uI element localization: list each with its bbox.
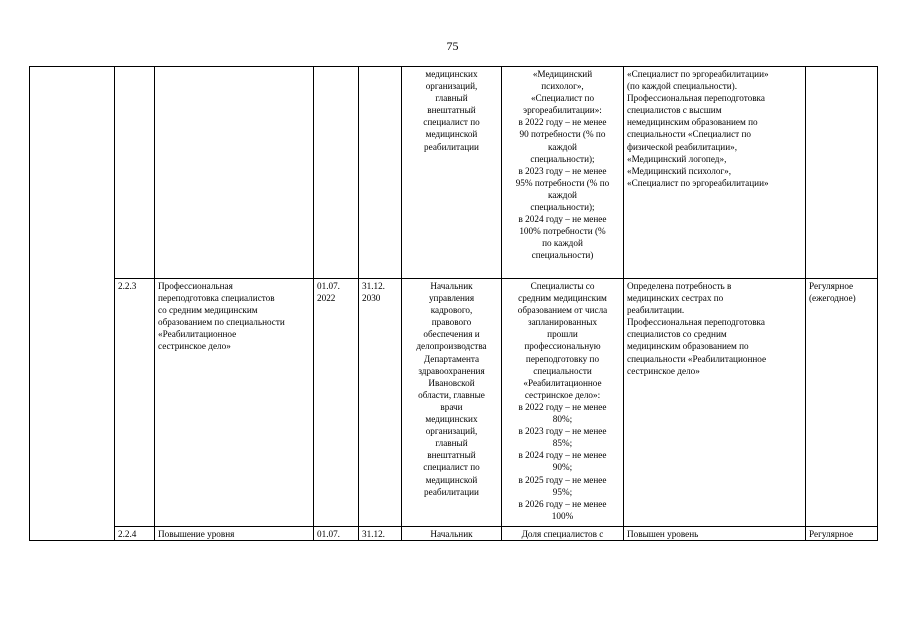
- frequency-cell: Регулярное (ежегодное): [806, 279, 878, 527]
- indicator-cell: «Медицинский психолог», «Специалист по эргореабилитации»: в 2022 году – не менее 90 потребности (% по каждой специальности); в 2023 году – не менее 95% потребности (% по каждой специальности); в 2024 году – не менее 100% потребности (% по каждой специальности): [502, 67, 624, 279]
- frequency-cell: Регулярное: [806, 527, 878, 541]
- indicator-cell: Специалисты со средним медицинским образованием от числа запланированных прошли профессиональную переподготовку по специальности «Реабилитационное сестринское дело»: в 2022 году – не менее 80%; в 2023 году – не менее 85%; в 2024 году – не менее 90%; в 2025 году – не менее 95%; в 2026 году – не менее 100%: [502, 279, 624, 527]
- responsible-cell: Начальник: [402, 527, 502, 541]
- item-title-cell: [155, 67, 314, 279]
- item-code-cell: [115, 67, 155, 279]
- start-date-cell: 01.07.: [314, 527, 359, 541]
- result-cell: Определена потребность в медицинских сестрах по реабилитации. Профессиональная переподготовка специалистов со средним медицинским образованием по специальности «Реабилитационное сестринское дело»: [624, 279, 806, 527]
- item-title-cell: Профессиональная переподготовка специалистов со средним медицинским образованием по специальности «Реабилитационное сестринское дело»: [155, 279, 314, 527]
- responsible-cell: медицинских организаций, главный внештатный специалист по медицинской реабилитации: [402, 67, 502, 279]
- table-row: [30, 527, 878, 541]
- item-code-cell: 2.2.3: [115, 279, 155, 527]
- plan-table: [29, 66, 878, 541]
- item-code-cell: 2.2.4: [115, 527, 155, 541]
- end-date-cell: [359, 67, 402, 279]
- item-title-cell: Повышение уровня: [155, 527, 314, 541]
- start-date-cell: [314, 67, 359, 279]
- result-cell: Повышен уровень: [624, 527, 806, 541]
- table-row: [30, 67, 878, 279]
- frequency-cell: [806, 67, 878, 279]
- indicator-cell: Доля специалистов с: [502, 527, 624, 541]
- end-date-cell: 31.12.: [359, 527, 402, 541]
- start-date-cell: 01.07. 2022: [314, 279, 359, 527]
- page-number: 75: [446, 39, 459, 53]
- end-date-cell: 31.12. 2030: [359, 279, 402, 527]
- section-column-cell: [30, 67, 115, 541]
- table-row: [30, 279, 878, 527]
- responsible-cell: Начальник управления кадрового, правового обеспечения и делопроизводства Департамента здравоохранения Ивановской области, главные врачи медицинских организаций, главный внештатный специалист по медицинской реабилитации: [402, 279, 502, 527]
- result-cell: «Специалист по эргореабилитации» (по каждой специальности). Профессиональная переподготовка специалистов с высшим немедицинским образованием по специальности «Специалист по физической реабилитации», «Медицинский логопед», «Медицинский психолог», «Специалист по эргореабилитации»: [624, 67, 806, 279]
